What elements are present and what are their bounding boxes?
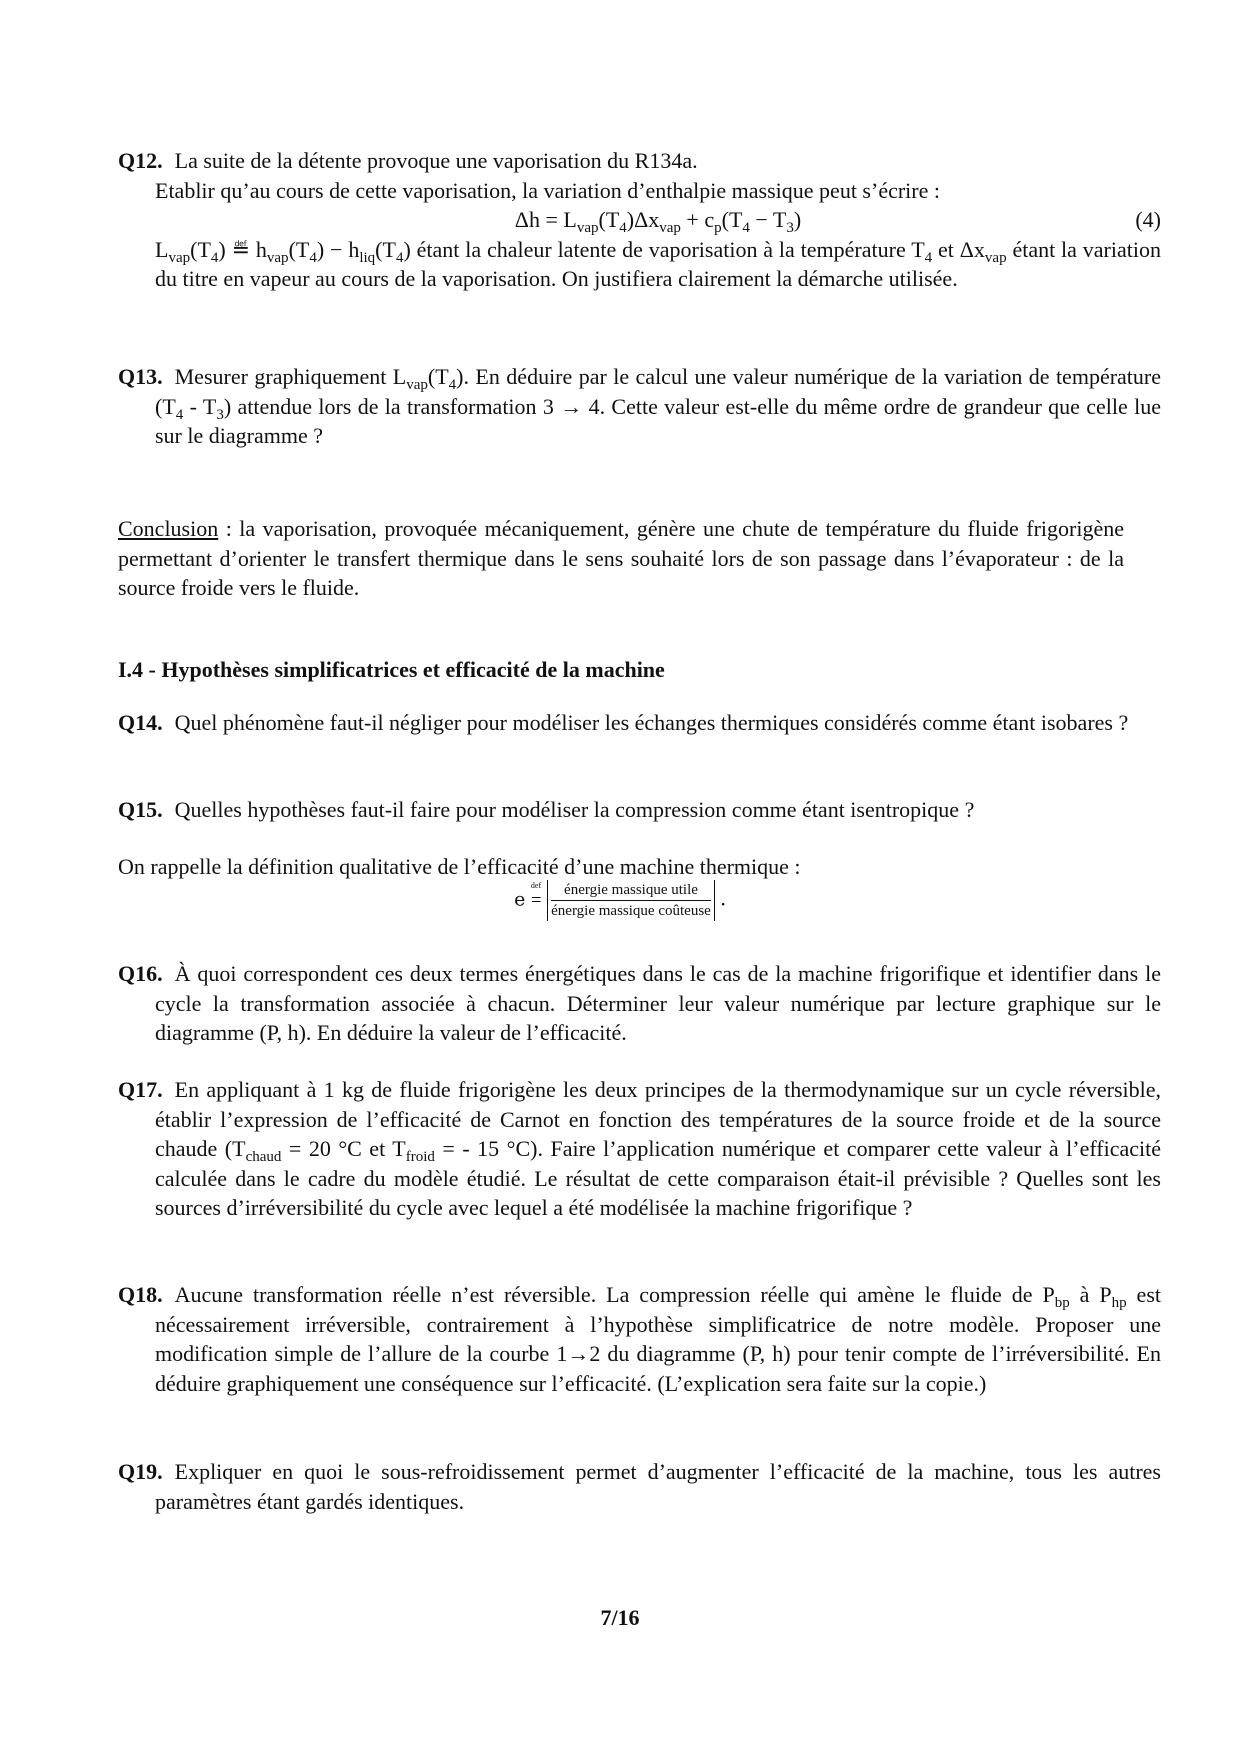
- question-q14: [118, 708, 1161, 738]
- conclusion: [118, 514, 1124, 603]
- equation: $\Delta h = L_{vap}(T_4)\Delta x_{vap} + c_p(T_4 - T_3)$: [514, 207, 802, 236]
- question-text: Mesurer graphiquement $L_{vap}(T_4)$. En déduire par le calcul une valeur numérique de la variation de température $(T_4 - T_3)$ attendue lors de la transformation 3 → 4. Cette valeur est-elle du même ordre de grandeur que celle lue sur le diagramme ?: [155, 364, 1161, 448]
- question-label: Q15.: [118, 797, 163, 822]
- question-text: Quelles hypothèses faut-il faire pour modéliser la compression comme étant isentropique ?: [174, 797, 975, 822]
- conclusion-text: : la vaporisation, provoquée mécaniquement, génère une chute de température du fluide frigorigène permettant d’orienter le transfert thermique dans le sens souhaité lors de son passage dans l’évaporateur : de la source froide vers le fluide.: [118, 516, 1124, 600]
- question-q19: [118, 1457, 1161, 1516]
- fraction: [547, 880, 715, 921]
- question-label: Q14.: [118, 710, 163, 735]
- question-label: Q17.: [118, 1077, 163, 1102]
- question-text: Quel phénomène faut-il négliger pour modéliser les échanges thermiques considérés comme étant isobares ?: [174, 710, 1129, 735]
- question-text: En appliquant à 1 kg de fluide frigorigène les deux principes de la thermodynamique sur un cycle réversible, établir l’expression de l’efficacité de Carnot en fonction des températures de la source froide et de la source chaude ($T_{chaud} = 20$ °C et $T_{froid}$ = - 15 °C). Faire l’application numérique et comparer cette valeur à l’efficacité calculée dans le cadre du modèle étudié. Le résultat de cette comparaison était-il prévisible ? Quelles sont les sources d’irréversibilité du cycle avec lequel a été modélisée la machine frigorifique ?: [155, 1077, 1161, 1220]
- question-text: Aucune transformation réelle n’est réversible. La compression réelle qui amène le fluide de $P_{bp}$ à $P_{hp}$ est nécessairement irréversible, contrairement à l’hypothèse simplificatrice de notre modèle. Proposer une modification simple de l’allure de la courbe 1→2 du diagramme (P, h) pour tenir compte de l’irréversibilité. En déduire graphiquement une conséquence sur l’efficacité. (L’explication sera faite sur la copie.): [155, 1282, 1161, 1396]
- question-text: Expliquer en quoi le sous-refroidissement permet d’augmenter l’efficacité de la machine, tous les autres paramètres étant gardés identiques.: [155, 1459, 1161, 1514]
- question-label: Q12.: [118, 148, 163, 173]
- equation-4: [155, 205, 1161, 235]
- conclusion-label: Conclusion: [118, 516, 219, 541]
- equation-number: (4): [1135, 207, 1161, 232]
- question-label: Q13.: [118, 364, 163, 389]
- question-label: Q19.: [118, 1459, 163, 1484]
- q12-statement: Etablir qu’au cours de cette vaporisation, la variation d’enthalpie massique peut s’écrire :: [155, 177, 940, 203]
- efficiency-recall: On rappelle la définition qualitative de l’efficacité d’une machine thermique :: [118, 854, 801, 879]
- numerator: énergie massique utile: [551, 880, 711, 901]
- q12-definition: $L_{vap}(T_4)$ ≝ $h_{vap}(T_4) - h_{liq}(T_4)$ étant la chaleur latente de vaporisation à la température $T_4$ et $\Delta x_{vap}$ étant la variation du titre en vapeur au cours de la vaporisation. On justifiera clairement la démarche utilisée.: [155, 236, 1161, 291]
- denominator: énergie massique coûteuse: [551, 903, 711, 919]
- page-number: 7/16: [600, 1605, 640, 1630]
- formula-end: .: [720, 885, 726, 911]
- question-q18: [118, 1280, 1161, 1398]
- question-text: À quoi correspondent ces deux termes énergétiques dans le cas de la machine frigorifique et identifier dans le cycle la transformation associée à chacun. Déterminer leur valeur numérique par lecture graphique sur le diagramme (P, h). En déduire la valeur de l’efficacité.: [155, 961, 1161, 1045]
- question-q12: [118, 146, 1161, 294]
- efficiency-formula: [0, 880, 1240, 921]
- def-equal-sign: def =: [530, 880, 542, 911]
- def-label: def: [530, 880, 542, 890]
- question-q17: [118, 1075, 1161, 1223]
- question-label: Q18.: [118, 1282, 163, 1307]
- section-heading: I.4 - Hypothèses simplificatrices et efficacité de la machine: [118, 657, 665, 682]
- question-q13: [118, 362, 1161, 451]
- question-label: Q16.: [118, 961, 163, 986]
- question-q15: [118, 795, 1161, 825]
- q12-intro: La suite de la détente provoque une vaporisation du R134a.: [174, 148, 698, 173]
- formula-lhs: e: [514, 888, 526, 911]
- question-q16: [118, 959, 1161, 1048]
